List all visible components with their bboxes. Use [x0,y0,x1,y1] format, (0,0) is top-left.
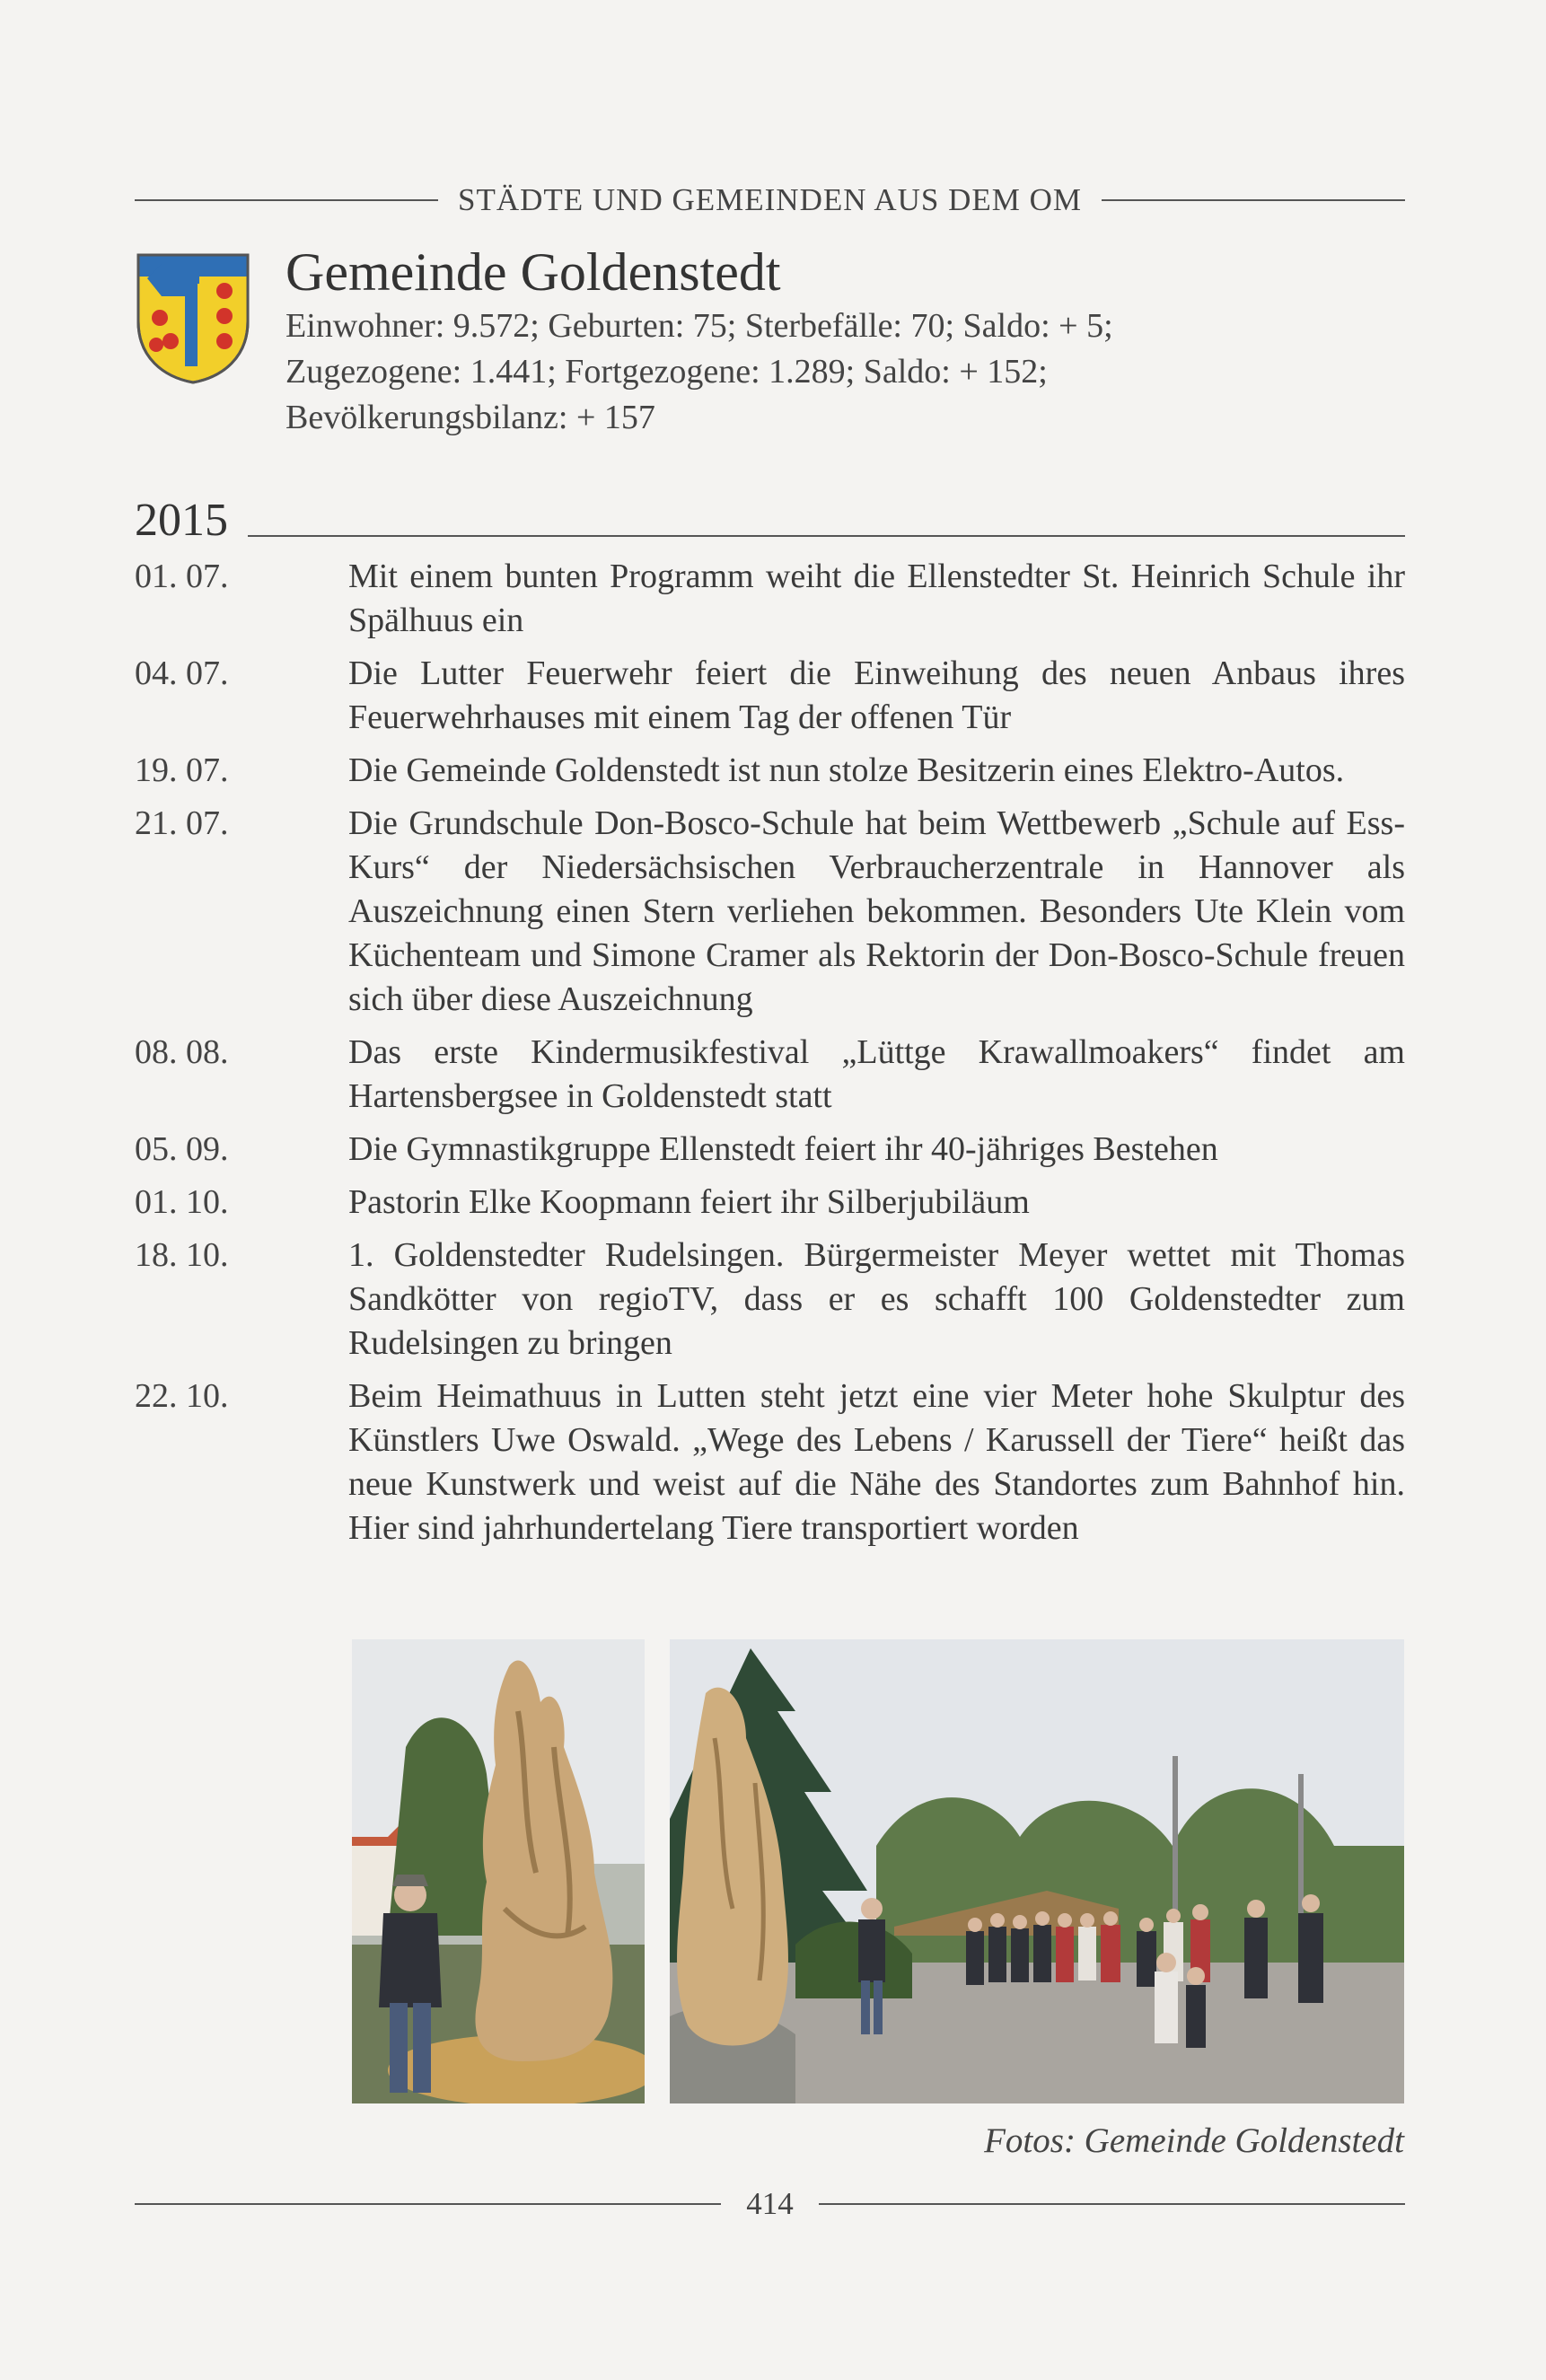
running-head-rule-left [135,199,438,201]
chronicle-entry [135,1181,1405,1225]
entry-text: Die Gemeinde Goldenstedt ist nun stolze Besitzerin eines Elektro-Autos. [348,751,1345,789]
entry-text: Beim Heimathuus in Lutten steht jetzt eine vier Meter hohe Skulptur des Künstlers Uwe Oswald. „Wege des Lebens / Karussell der Tiere“ heißt das neue Kunstwerk und weist auf die Nähe des Standortes zum Bahnhof hin. Hier sind jahrhundertelang Tiere transportiert worden [348,1377,1405,1547]
entry-text: Pastorin Elke Koopmann feiert ihr Silberjubiläum [348,1183,1030,1221]
photo-unveiling-crowd [670,1639,1404,2103]
chronicle-entry [135,555,1405,643]
coat-of-arms-icon [135,251,251,386]
entry-date: 01. 10. [135,1183,229,1221]
entry-date: 22. 10. [135,1377,229,1415]
running-head-text: STÄDTE UND GEMEINDEN AUS DEM OM [458,182,1083,217]
stats-line-1: Einwohner: 9.572; Geburten: 75; Sterbefälle: 70; Saldo: + 5; [285,307,1113,345]
page-footer [135,2182,1405,2226]
entry-text: Die Grundschule Don-Bosco-Schule hat beim Wettbewerb „Schule auf Ess-Kurs“ der Niedersächsischen Verbraucherzentrale in Hannover als Auszeichnung einen Stern verliehen bekommen. Besonders Ute Klein vom Küchenteam und Simone Cramer als Rektorin der Don-Bosco-Schule freuen sich über diese Auszeichnung [348,804,1405,1018]
entry-text: Das erste Kindermusikfestival „Lüttge Krawallmoakers“ findet am Hartensbergsee in Goldenstedt statt [348,1033,1405,1115]
running-head [135,178,1405,223]
entry-text: 1. Goldenstedter Rudelsingen. Bürgermeister Meyer wettet mit Thomas Sandkötter von regioTV, dass er es schafft 100 Goldenstedter zum Rudelsingen zu bringen [348,1236,1405,1362]
chronicle-entry [135,1031,1405,1119]
stats-line-2: Zugezogene: 1.441; Fortgezogene: 1.289; Saldo: + 152; [285,353,1048,391]
entry-date: 04. 07. [135,654,229,692]
entry-date: 18. 10. [135,1236,229,1274]
chronicle-entry [135,1128,1405,1172]
footer-rule-right [819,2203,1405,2205]
page-number: 414 [746,2186,794,2221]
entry-text: Die Gymnastikgruppe Ellenstedt feiert ihr 40-jähriges Bestehen [348,1130,1218,1168]
entry-date: 05. 09. [135,1130,229,1168]
entry-date: 21. 07. [135,804,229,842]
year-heading [135,494,1405,548]
chronicle-entry [135,802,1405,1022]
entry-text: Mit einem bunten Programm weiht die Ellenstedter St. Heinrich Schule ihr Spälhuus ein [348,558,1405,639]
chronicle-entry [135,749,1405,793]
chronicle-entry [135,1234,1405,1366]
chronicle-entry [135,652,1405,740]
stats-line-3: Bevölkerungsbilanz: + 157 [285,399,655,436]
entry-date: 01. 07. [135,558,229,595]
photo-sculpture-artist-image [352,1639,645,2103]
entry-text: Die Lutter Feuerwehr feiert die Einweihung des neuen Anbaus ihres Feuerwehrhauses mit einem Tag der offenen Tür [348,654,1405,736]
year-label: 2015 [135,495,228,546]
municipality-title: Gemeinde Goldenstedt [285,242,781,302]
entry-date: 08. 08. [135,1033,229,1071]
footer-rule-left [135,2203,721,2205]
municipality-header [285,241,1417,441]
running-head-rule-right [1102,199,1405,201]
chronicle-entry [135,1374,1405,1550]
chronicle-entries [135,555,1405,1559]
year-rule [248,535,1405,537]
photo-caption: Fotos: Gemeinde Goldenstedt [984,2121,1404,2160]
entry-date: 19. 07. [135,751,229,789]
photo-unveiling-crowd-image [670,1639,1404,2103]
photo-sculpture-artist [352,1639,645,2103]
